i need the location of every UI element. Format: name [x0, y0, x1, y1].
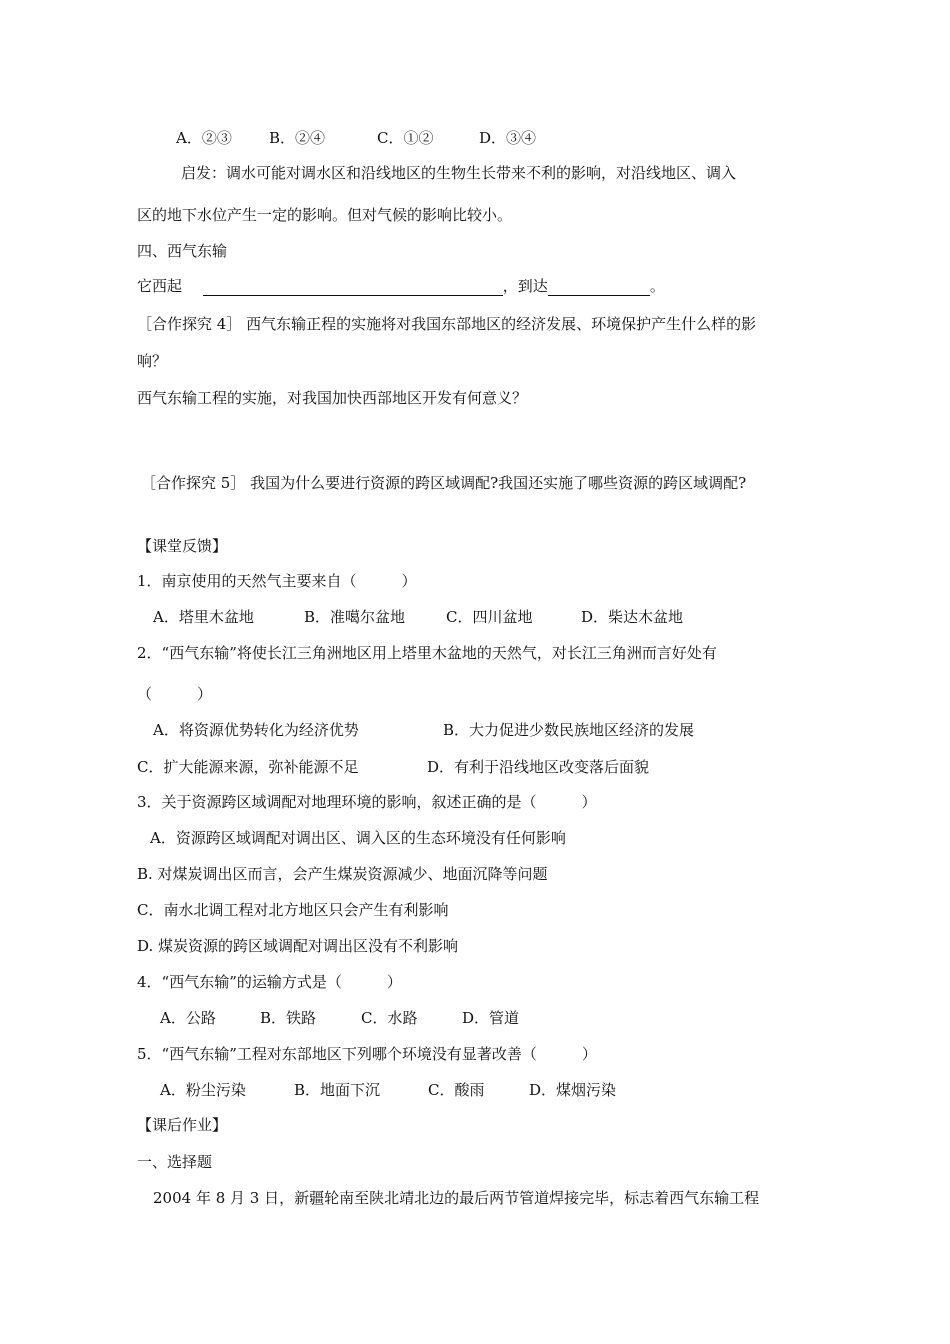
q4-options — [160, 1008, 519, 1028]
q3-option-b: B. 对煤炭调出区而言，会产生煤炭资源减少、地面沉降等问题 — [137, 865, 548, 883]
q2-option-a: A．将资源优势转化为经济优势 — [153, 721, 359, 739]
q5-option-a: A．粉尘污染 — [160, 1081, 246, 1099]
q1-options — [153, 607, 683, 627]
homework-heading: 【课后作业】 — [137, 1116, 228, 1134]
feedback-heading: 【课堂反馈】 — [137, 537, 228, 555]
explore5-question: ［合作探究 5］ 我国为什么要进行资源的跨区域调配?我国还实施了哪些资源的跨区域调配? — [141, 474, 747, 492]
option-c: C．①② — [377, 129, 434, 147]
passage-line-1: 2004 年 8 月 3 日，新疆轮南至陕北靖北边的最后两节管道焊接完毕，标志着西气东输工程 — [153, 1189, 760, 1207]
q4-option-b: B．铁路 — [260, 1009, 317, 1027]
q4-option-a: A．公路 — [160, 1009, 216, 1027]
q4-option-d: D．管道 — [462, 1009, 520, 1027]
origin-blank[interactable] — [203, 279, 503, 296]
destination-blank[interactable] — [548, 279, 650, 296]
prev-question-options — [176, 128, 536, 148]
q3-option-d: D. 煤炭资源的跨区域调配对调出区没有不利影响 — [137, 937, 459, 955]
choice-section-heading: 一、选择题 — [137, 1153, 213, 1171]
fill-middle: ，到达 — [502, 277, 548, 295]
q2-option-b: B．大力促进少数民族地区经济的发展 — [443, 721, 695, 739]
fill-end: 。 — [649, 277, 665, 295]
option-d: D．③④ — [479, 129, 537, 147]
fill-prefix: 它西起 — [137, 277, 183, 295]
q5-options — [160, 1080, 616, 1100]
q5-option-b: B．地面下沉 — [294, 1081, 381, 1099]
q4-stem: 4．“西气东输”的运输方式是（ ） — [137, 973, 402, 991]
hint-line-2: 区的地下水位产生一定的影响。但对气候的影响比较小。 — [137, 206, 513, 224]
q2-paren: （ ） — [137, 685, 213, 703]
q2-option-d: D．有利于沿线地区改变落后面貌 — [427, 758, 650, 776]
q4-option-c: C．水路 — [361, 1009, 418, 1027]
west-development-question: 西气东输工程的实施，对我国加快西部地区开发有何意义？ — [137, 389, 528, 407]
q1-option-d: D．柴达木盆地 — [581, 608, 684, 626]
option-a: A．②③ — [176, 129, 232, 147]
q1-option-c: C．四川盆地 — [446, 608, 533, 626]
q5-option-c: C．酸雨 — [428, 1081, 485, 1099]
q1-option-b: B．准噶尔盆地 — [304, 608, 406, 626]
q2-stem: 2．“西气东输”将使长江三角洲地区用上塔里木盆地的天然气，对长江三角洲而言好处有 — [137, 644, 717, 662]
q3-stem: 3．关于资源跨区域调配对地理环境的影响，叙述正确的是（ ） — [137, 793, 597, 811]
option-b: B．②④ — [269, 129, 326, 147]
q3-option-c: C．南水北调工程对北方地区只会产生有利影响 — [137, 901, 449, 919]
q2-options-row-2 — [137, 757, 649, 777]
q1-option-a: A．塔里木盆地 — [153, 608, 254, 626]
q1-stem: 1．南京使用的天然气主要来自（ ） — [137, 572, 417, 590]
q2-options-row-1 — [153, 720, 694, 740]
explore4-line-1: ［合作探究 4］ 西气东输正程的实施将对我国东部地区的经济发展、环境保护产生什么样的影 — [137, 315, 757, 333]
q2-option-c: C．扩大能源来源，弥补能源不足 — [137, 758, 359, 776]
hint-line-1: 启发：调水可能对调水区和沿线地区的生物生长带来不利的影响，对沿线地区、调入 — [181, 164, 737, 182]
q5-stem: 5．“西气东输”工程对东部地区下列哪个环境没有显著改善（ ） — [137, 1045, 597, 1063]
fill-in-line — [137, 276, 665, 296]
q5-option-d: D．煤烟污染 — [529, 1081, 617, 1099]
explore4-line-2: 响？ — [137, 352, 168, 370]
section-heading: 四、西气东输 — [137, 242, 228, 260]
q3-option-a: A．资源跨区域调配对调出区、调入区的生态环境没有任何影响 — [150, 829, 566, 847]
